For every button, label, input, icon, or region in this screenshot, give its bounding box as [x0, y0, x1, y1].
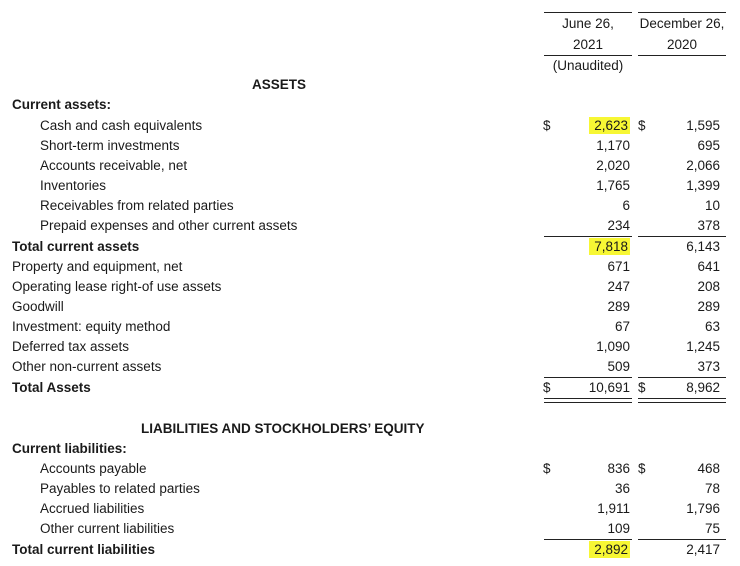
- cur-value: 2,020: [596, 158, 630, 173]
- total-current-liabilities-label: Total current liabilities: [12, 542, 156, 557]
- prev-value: 373: [697, 359, 720, 374]
- cur-value: 10,691: [588, 380, 630, 395]
- col1-header-rule: [544, 55, 632, 56]
- cur-value: 36: [614, 481, 630, 496]
- table-row: [0, 499, 740, 519]
- total-assets-label: Total Assets: [12, 380, 91, 395]
- row-label: Receivables from related parties: [40, 198, 234, 213]
- total-current-assets-label: Total current assets: [12, 239, 140, 254]
- row-label: Payables to related parties: [40, 481, 200, 496]
- cur-value: 289: [607, 299, 630, 314]
- cur-value: 836: [607, 461, 630, 476]
- prev-value: 75: [704, 521, 720, 536]
- current-liabilities-heading: Current liabilities:: [12, 441, 127, 456]
- table-row: [0, 540, 740, 560]
- highlighted-value: 2,892: [589, 541, 630, 558]
- prev-value: 1,399: [686, 178, 720, 193]
- row-label: Investment: equity method: [12, 319, 171, 334]
- row-label: Other current liabilities: [40, 521, 175, 536]
- row-label: Cash and cash equivalents: [40, 118, 203, 133]
- row-label: Accounts receivable, net: [40, 158, 188, 173]
- table-row: [0, 257, 740, 277]
- prev-value: 1,595: [686, 118, 720, 133]
- table-row: [0, 479, 740, 499]
- prev-value: 2,066: [686, 158, 720, 173]
- table-row: [0, 116, 740, 136]
- table-row: [0, 216, 740, 236]
- prev-value: 289: [697, 299, 720, 314]
- table-row: [0, 459, 740, 479]
- liabilities-section-title: LIABILITIES AND STOCKHOLDERS’ EQUITY: [141, 421, 425, 436]
- prev-value: 8,962: [686, 380, 720, 395]
- cur-value: 1,911: [597, 501, 630, 516]
- col1-header-note: (Unaudited): [552, 58, 624, 73]
- col2-header-line1: December 26,: [639, 16, 725, 31]
- table-row: [0, 136, 740, 156]
- table-row: [0, 277, 740, 297]
- assets-section-title: ASSETS: [252, 77, 307, 92]
- highlighted-value: 7,818: [589, 238, 630, 255]
- prev-value: 2,417: [686, 542, 720, 557]
- table-row: [0, 378, 740, 398]
- dollar-sign: $: [638, 461, 646, 476]
- cur-value: 67: [614, 319, 630, 334]
- row-label: Accounts payable: [40, 461, 147, 476]
- row-label: Property and equipment, net: [12, 259, 183, 274]
- prev-value: 6,143: [686, 239, 720, 254]
- col1-header-line1: June 26,: [562, 16, 614, 31]
- dollar-sign: $: [543, 461, 551, 476]
- row-label: Short-term investments: [40, 138, 180, 153]
- table-row: [0, 519, 740, 539]
- row-label: Other non-current assets: [12, 359, 162, 374]
- dollar-sign: $: [543, 380, 551, 395]
- cur-value: 1,170: [596, 138, 630, 153]
- prev-value: 378: [697, 218, 720, 233]
- row-label: Accrued liabilities: [40, 501, 145, 516]
- prev-value: 208: [697, 279, 720, 294]
- cur-value: 1,765: [596, 178, 630, 193]
- col2-header-line2: 2020: [666, 37, 698, 52]
- row-label: Goodwill: [12, 299, 64, 314]
- row-label: Inventories: [40, 178, 107, 193]
- cur-value: 109: [607, 521, 630, 536]
- table-row: [0, 357, 740, 377]
- prev-value: 468: [697, 461, 720, 476]
- cur-value: 671: [607, 259, 630, 274]
- prev-value: 10: [704, 198, 720, 213]
- table-row: [0, 297, 740, 317]
- col2-header-rule: [638, 55, 726, 56]
- cur-value: 234: [607, 218, 630, 233]
- cur-value: 1,090: [596, 339, 630, 354]
- table-row: [0, 317, 740, 337]
- dollar-sign: $: [543, 118, 551, 133]
- prev-value: 1,796: [686, 501, 720, 516]
- highlighted-value: 2,623: [589, 117, 630, 134]
- prev-value: 1,245: [686, 339, 720, 354]
- prev-value: 695: [697, 138, 720, 153]
- current-assets-heading: Current assets:: [12, 97, 112, 112]
- table-row: [0, 196, 740, 216]
- dollar-sign: $: [638, 380, 646, 395]
- cur-value: 509: [607, 359, 630, 374]
- dollar-sign: $: [638, 118, 646, 133]
- table-row: [0, 156, 740, 176]
- table-row: [0, 237, 740, 257]
- row-label: Deferred tax assets: [12, 339, 130, 354]
- cur-value: 247: [607, 279, 630, 294]
- double-underline: [638, 398, 726, 403]
- prev-value: 63: [704, 319, 720, 334]
- table-row: [0, 337, 740, 357]
- cur-value: 6: [622, 198, 630, 213]
- row-label: Prepaid expenses and other current assets: [40, 218, 298, 233]
- double-underline: [544, 398, 632, 403]
- col1-header-line2: 2021: [572, 37, 604, 52]
- prev-value: 78: [704, 481, 720, 496]
- row-label: Operating lease right-of use assets: [12, 279, 222, 294]
- prev-value: 641: [697, 259, 720, 274]
- table-row: [0, 176, 740, 196]
